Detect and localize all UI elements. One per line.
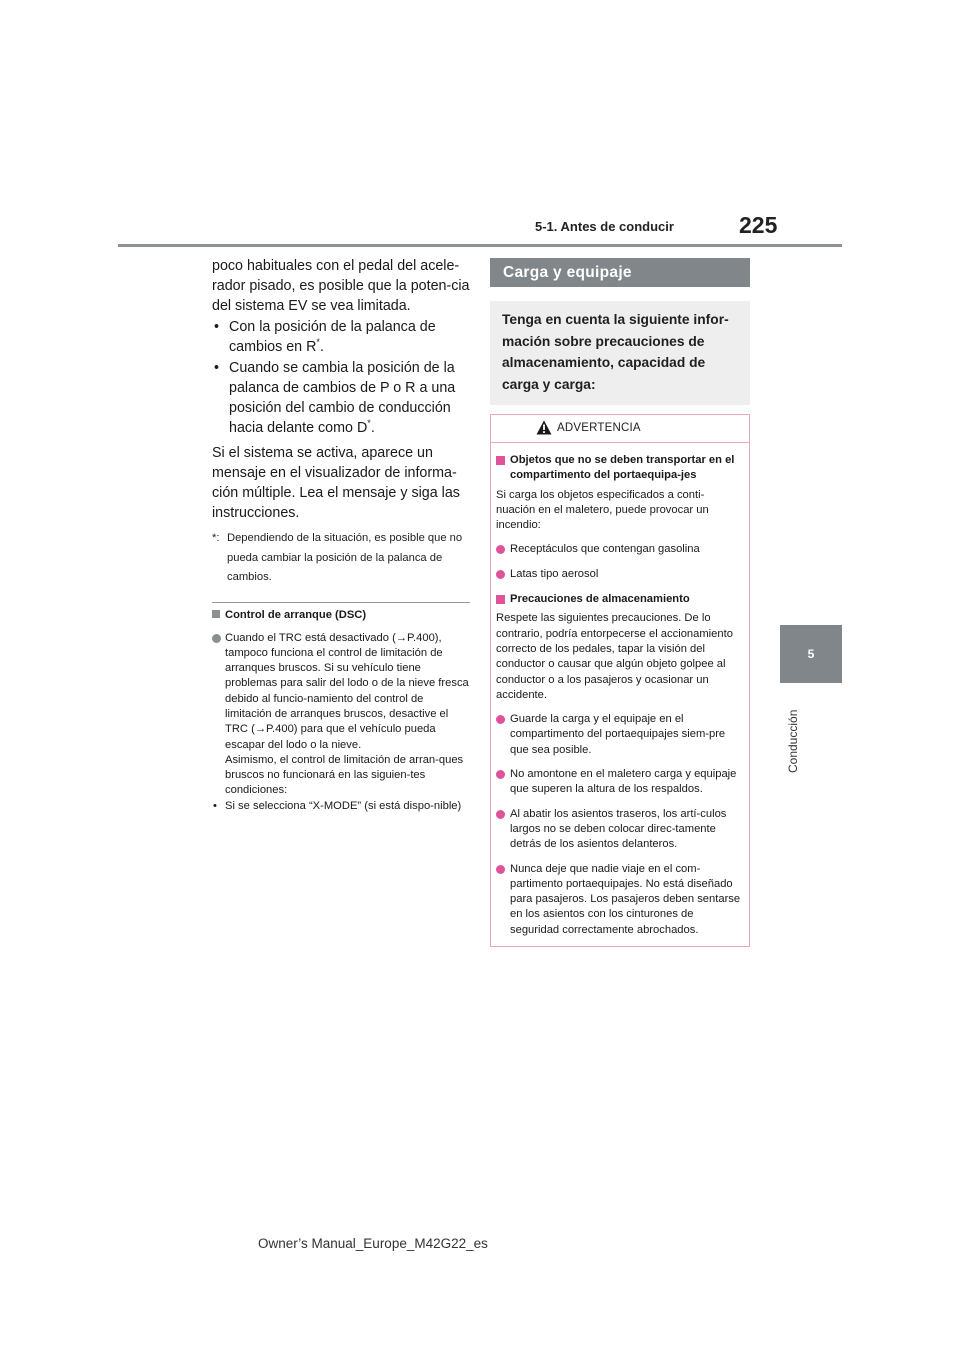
left-column [212,256,470,814]
header-divider [118,244,842,247]
warning-item: Nunca deje que nadie viaje en el com-partimento portaequipajes. No está diseñado para pasajeros. Los pasajeros deben sentarse en los asientos con los cinturones de seguridad correctamente abrochados. [496,862,741,938]
square-bullet-icon [496,595,505,604]
warning-subhead: Objetos que no se deben transportar en el compartimento del portaequipa-jes [496,453,741,484]
footnote-text: Dependiendo de la situación, es posible que no pueda cambiar la posición de la palanca de cambios. [227,532,463,583]
footnote-mark: *: [212,532,220,544]
warning-header [491,415,749,443]
asterisk-mark: * [316,337,320,348]
page-number: 225 [739,212,778,238]
circle-bullet-icon [496,865,505,874]
circle-bullet-icon [496,545,505,554]
warning-body [491,443,749,946]
chapter-tab[interactable]: 5 [780,625,842,683]
warning-subhead: Precauciones de almacenamiento [496,592,741,607]
footnote [212,529,470,588]
list-item-text: Con la posición de la palanca de cambios en R [229,319,436,355]
list-item-tail: . [319,339,324,355]
square-bullet-icon [212,610,220,618]
chapter-label-text: Conducción [786,709,800,773]
note-item-text: Cuando el TRC está desactivado (→P.400), tampoco funciona el control de limitación de arranques bruscos. Si su vehículo tiene problemas para salir del lodo o de la nieve fresca debido al funcio-namiento del control de limitación de arranques bruscos, desactive el TRC (→P.400) para que el vehículo pueda escapar del lodo o la nieve. [225,631,469,751]
paragraph: poco habituales con el pedal del acele-rador pisado, es posible que la poten-cia del sistema EV se vea limitada. [212,258,470,314]
warning-item: Latas tipo aerosol [496,567,741,582]
footer-text: Owner’s Manual_Europe_M42G22_es [258,1236,488,1251]
circle-bullet-icon [496,810,505,819]
list-item-text: Cuando se cambia la posición de la palanca de cambios de P o R a una posición del cambio de conducción hacia delante como D [229,360,456,436]
paragraph: Si el sistema se activa, aparece un mensaje en el visualizador de informa-ción múltiple. Lea el mensaje y siga las instrucciones. [212,445,460,521]
note-subitem: • Si se selecciona “X-MODE” (si está dispo-nible) [212,799,470,814]
intro-box: Tenga en cuenta la siguiente infor-mación sobre precauciones de almacenamiento, capacidad de carga y carga: [490,301,750,405]
circle-bullet-icon [212,634,221,643]
circle-bullet-icon [496,770,505,779]
warning-text: Si carga los objetos especificados a conti-nuación en el maletero, puede provocar un incendio: [496,488,709,532]
square-bullet-icon [496,456,505,465]
chapter-label [786,693,802,773]
note-block [212,607,470,815]
circle-bullet-icon [496,570,505,579]
asterisk-mark: * [367,418,371,429]
warning-item: Receptáculos que contengan gasolina [496,542,741,557]
bullet-mark: • [214,360,220,376]
bullet-mark: • [213,799,217,812]
note-item-text-2: Asimismo, el control de limitación de arran-ques bruscos no funcionará en las siguien-tes condiciones: [225,753,464,797]
circle-bullet-icon [496,715,505,724]
right-column [490,258,750,947]
warning-item: Al abatir los asientos traseros, los artí-culos largos no se deben colocar direc-tamente detrás de los asientos delanteros. [496,807,741,853]
warning-text: Respete las siguientes precauciones. De lo contrario, podría entorpecerse el accionamiento correcto de los pedales, tapar la visión del conductor o causar que algún objeto golpee al conductor o a los pasajeros y ocasionar un accidente. [496,612,733,701]
warning-label: ADVERTENCIA [557,422,641,434]
note-title: Control de arranque (DSC) [212,607,470,623]
section-title: Carga y equipaje [490,258,750,287]
bullet-mark: • [214,319,220,335]
list-item [212,317,470,357]
warning-box [490,414,750,947]
warning-triangle-icon [536,420,552,435]
list-item-tail: . [370,420,375,436]
list-item [212,358,470,438]
note-item [212,631,470,799]
section-header: 5-1. Antes de conducir [535,219,674,234]
warning-item: Guarde la carga y el equipaje en el compartimento del portaequipajes siem-pre que sea posible. [496,712,741,758]
section-divider [212,602,470,603]
warning-item: No amontone en el maletero carga y equipaje que superen la altura de los respaldos. [496,767,741,798]
